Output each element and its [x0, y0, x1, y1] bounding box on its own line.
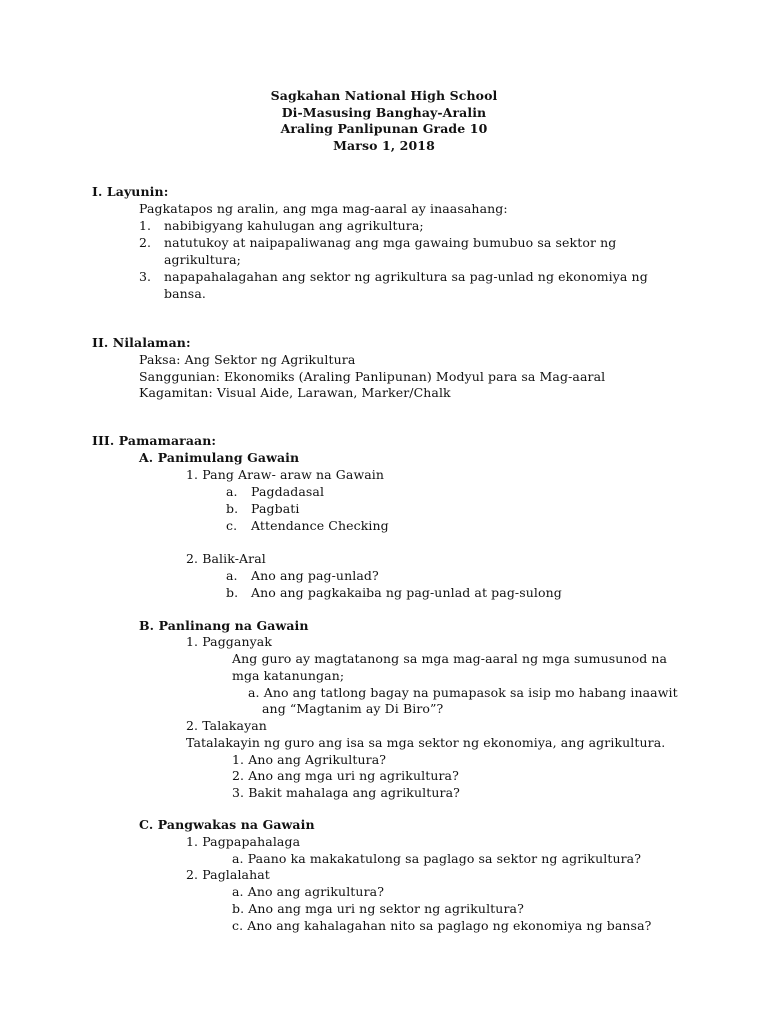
- section-a-step-2-item-b: Ano ang pagkakaiba ng pag-unlad at pag-sulong: [251, 585, 562, 600]
- pamamaraan-heading: III. Pamamaraan:: [92, 433, 217, 448]
- section-a-step-1-item-a-letter: a.: [226, 484, 238, 499]
- section-a-heading: A. Panimulang Gawain: [139, 450, 300, 465]
- section-c-step-2-item-b: b. Ano ang mga uri ng sektor ng agrikultura?: [232, 901, 524, 916]
- section-b-step-1-question-2: ang “Magtanim ay Di Biro”?: [262, 701, 444, 716]
- nilalaman-sanggunian: Sanggunian: Ekonomiks (Araling Panlipunan) Modyul para sa Mag-aaral: [139, 369, 606, 384]
- layunin-heading: I. Layunin:: [92, 184, 169, 199]
- layunin-item-2-cont: agrikultura;: [164, 252, 241, 267]
- layunin-item-3-cont: bansa.: [164, 286, 206, 301]
- section-a-step-1-item-a: Pagdadasal: [251, 484, 325, 499]
- section-a-step-1-item-c: Attendance Checking: [251, 518, 389, 533]
- layunin-item-2-num: 2.: [139, 235, 152, 250]
- section-b-step-1: 1. Pagganyak: [186, 634, 272, 649]
- section-b-step-1-text-1: Ang guro ay magtatanong sa mga mag-aaral ng mga sumusunod na: [232, 651, 668, 666]
- section-c-step-2-item-a: a. Ano ang agrikultura?: [232, 884, 385, 899]
- section-c-step-2: 2. Paglalahat: [186, 867, 270, 882]
- layunin-intro: Pagkatapos ng aralin, ang mga mag-aaral ay inaasahang:: [139, 201, 508, 216]
- section-b-heading: B. Panlinang na Gawain: [139, 618, 309, 633]
- section-b-step-2-item-3: 3. Bakit mahalaga ang agrikultura?: [232, 785, 460, 800]
- section-a-step-1: 1. Pang Araw- araw na Gawain: [186, 467, 385, 482]
- section-b-step-1-text-2: mga katanungan;: [232, 668, 345, 683]
- section-a-step-2-item-a-letter: a.: [226, 568, 238, 583]
- section-a-step-1-item-b: Pagbati: [251, 501, 300, 516]
- layunin-item-2-text: natutukoy at naipapaliwanag ang mga gawaing bumubuo sa sektor ng: [164, 235, 617, 250]
- section-a-step-1-item-b-letter: b.: [226, 501, 239, 516]
- section-b-step-2-text: Tatalakayin ng guro ang isa sa mga sektor ng ekonomiya, ang agrikultura.: [186, 735, 666, 750]
- document-title: Di-Masusing Banghay-Aralin: [281, 105, 487, 120]
- nilalaman-heading: II. Nilalaman:: [92, 335, 191, 350]
- section-c-step-2-item-c: c. Ano ang kahalagahan nito sa paglago ng ekonomiya ng bansa?: [232, 918, 652, 933]
- layunin-item-3-text: napapahalagahan ang sektor ng agrikultura sa pag-unlad ng ekonomiya ng: [164, 269, 648, 284]
- layunin-item-3-num: 3.: [139, 269, 152, 284]
- section-a-step-2-item-a: Ano ang pag-unlad?: [251, 568, 379, 583]
- section-c-step-1: 1. Pagpapahalaga: [186, 834, 301, 849]
- nilalaman-paksa: Paksa: Ang Sektor ng Agrikultura: [139, 352, 356, 367]
- layunin-item-1-text: nabibigyang kahulugan ang agrikultura;: [164, 218, 424, 233]
- nilalaman-kagamitan: Kagamitan: Visual Aide, Larawan, Marker/Chalk: [139, 385, 451, 400]
- section-b-step-2-item-1: 1. Ano ang Agrikultura?: [232, 752, 387, 767]
- school-name: Sagkahan National High School: [270, 88, 498, 103]
- section-a-step-2: 2. Balik-Aral: [186, 551, 266, 566]
- section-c-heading: C. Pangwakas na Gawain: [139, 817, 315, 832]
- lesson-date: Marso 1, 2018: [333, 138, 435, 153]
- layunin-item-1-num: 1.: [139, 218, 152, 233]
- subject-grade: Araling Panlipunan Grade 10: [280, 121, 488, 136]
- section-a-step-2-item-b-letter: b.: [226, 585, 239, 600]
- section-a-step-1-item-c-letter: c.: [226, 518, 238, 533]
- section-b-step-1-question-1: a. Ano ang tatlong bagay na pumapasok sa isip mo habang inaawit: [248, 685, 678, 700]
- section-c-step-1-question: a. Paano ka makakatulong sa paglago sa sektor ng agrikultura?: [232, 851, 642, 866]
- section-b-step-2-item-2: 2. Ano ang mga uri ng agrikultura?: [232, 768, 459, 783]
- section-b-step-2: 2. Talakayan: [186, 718, 267, 733]
